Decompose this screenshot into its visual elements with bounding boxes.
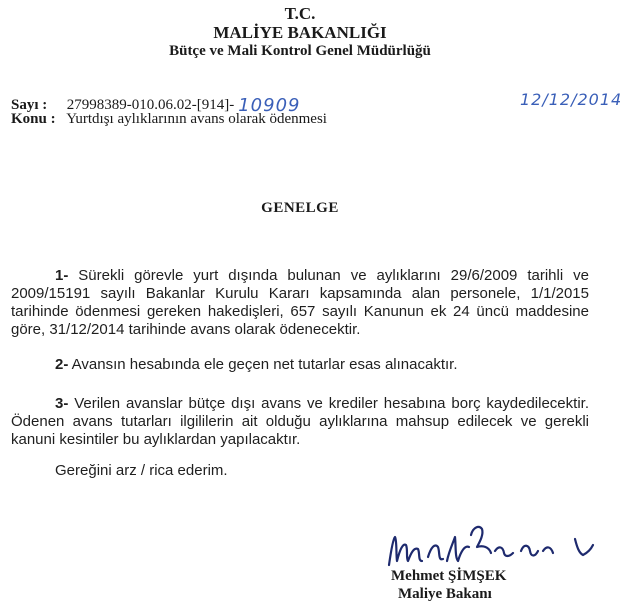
sayi-value: 27998389-010.06.02-[914]-: [66, 97, 235, 113]
header-directorate: Bütçe ve Mali Kontrol Genel Müdürlüğü: [169, 43, 431, 59]
paragraph-2: [11, 356, 589, 374]
header-tc: T.C.: [284, 4, 316, 23]
paragraph-3-text: Verilen avanslar bütçe dışı avans ve krediler hesabına borç kaydedilecektir. Ödenen avans tutarları ilgililerin ait olduğu aylıklarına mahsup edilecek ve gerekli kanuni kesintiler bu aylıklardan yapılacaktır.: [11, 395, 589, 448]
konu-value: Yurtdışı aylıklarının avans olarak ödenmesi: [66, 111, 327, 127]
sayi-label: Sayı :: [11, 97, 48, 113]
paragraph-2-text: Avansın hesabında ele geçen net tutarlar esas alınacaktır.: [68, 356, 458, 373]
paragraph-1: [11, 267, 589, 339]
paragraph-3-number: 3-: [55, 395, 69, 412]
paragraph-2-number: 2-: [55, 356, 69, 373]
paragraph-1-text: Sürekli görevle yurt dışında bulunan ve aylıklarını 29/6/2009 tarihli ve 2009/15191 sayılı Bakanlar Kurulu Kararı kapsamında alan personele, 1/1/2015 tarihinde ödenmesi gereken hakedişleri, 657 sayılı Kanunun ek 24 üncü maddesine göre, 31/12/2014 tarihinde avans olarak ödenecektir.: [11, 267, 589, 338]
paragraph-1-number: 1-: [55, 267, 69, 284]
document-type-title: GENELGE: [261, 200, 339, 216]
subject-row: [11, 111, 327, 128]
handwritten-number: 10909: [238, 95, 301, 116]
konu-label: Konu :: [11, 111, 56, 127]
signer-title: Maliye Bakanı: [398, 586, 492, 602]
paragraph-3: [11, 395, 589, 449]
signer-name: Mehmet ŞİMŞEK: [391, 568, 507, 584]
closing-line: Gereğini arz / rica ederim.: [55, 462, 228, 479]
header-ministry: MALİYE BAKANLIĞI: [213, 23, 387, 42]
handwritten-date: 12/12/2014: [520, 90, 622, 109]
